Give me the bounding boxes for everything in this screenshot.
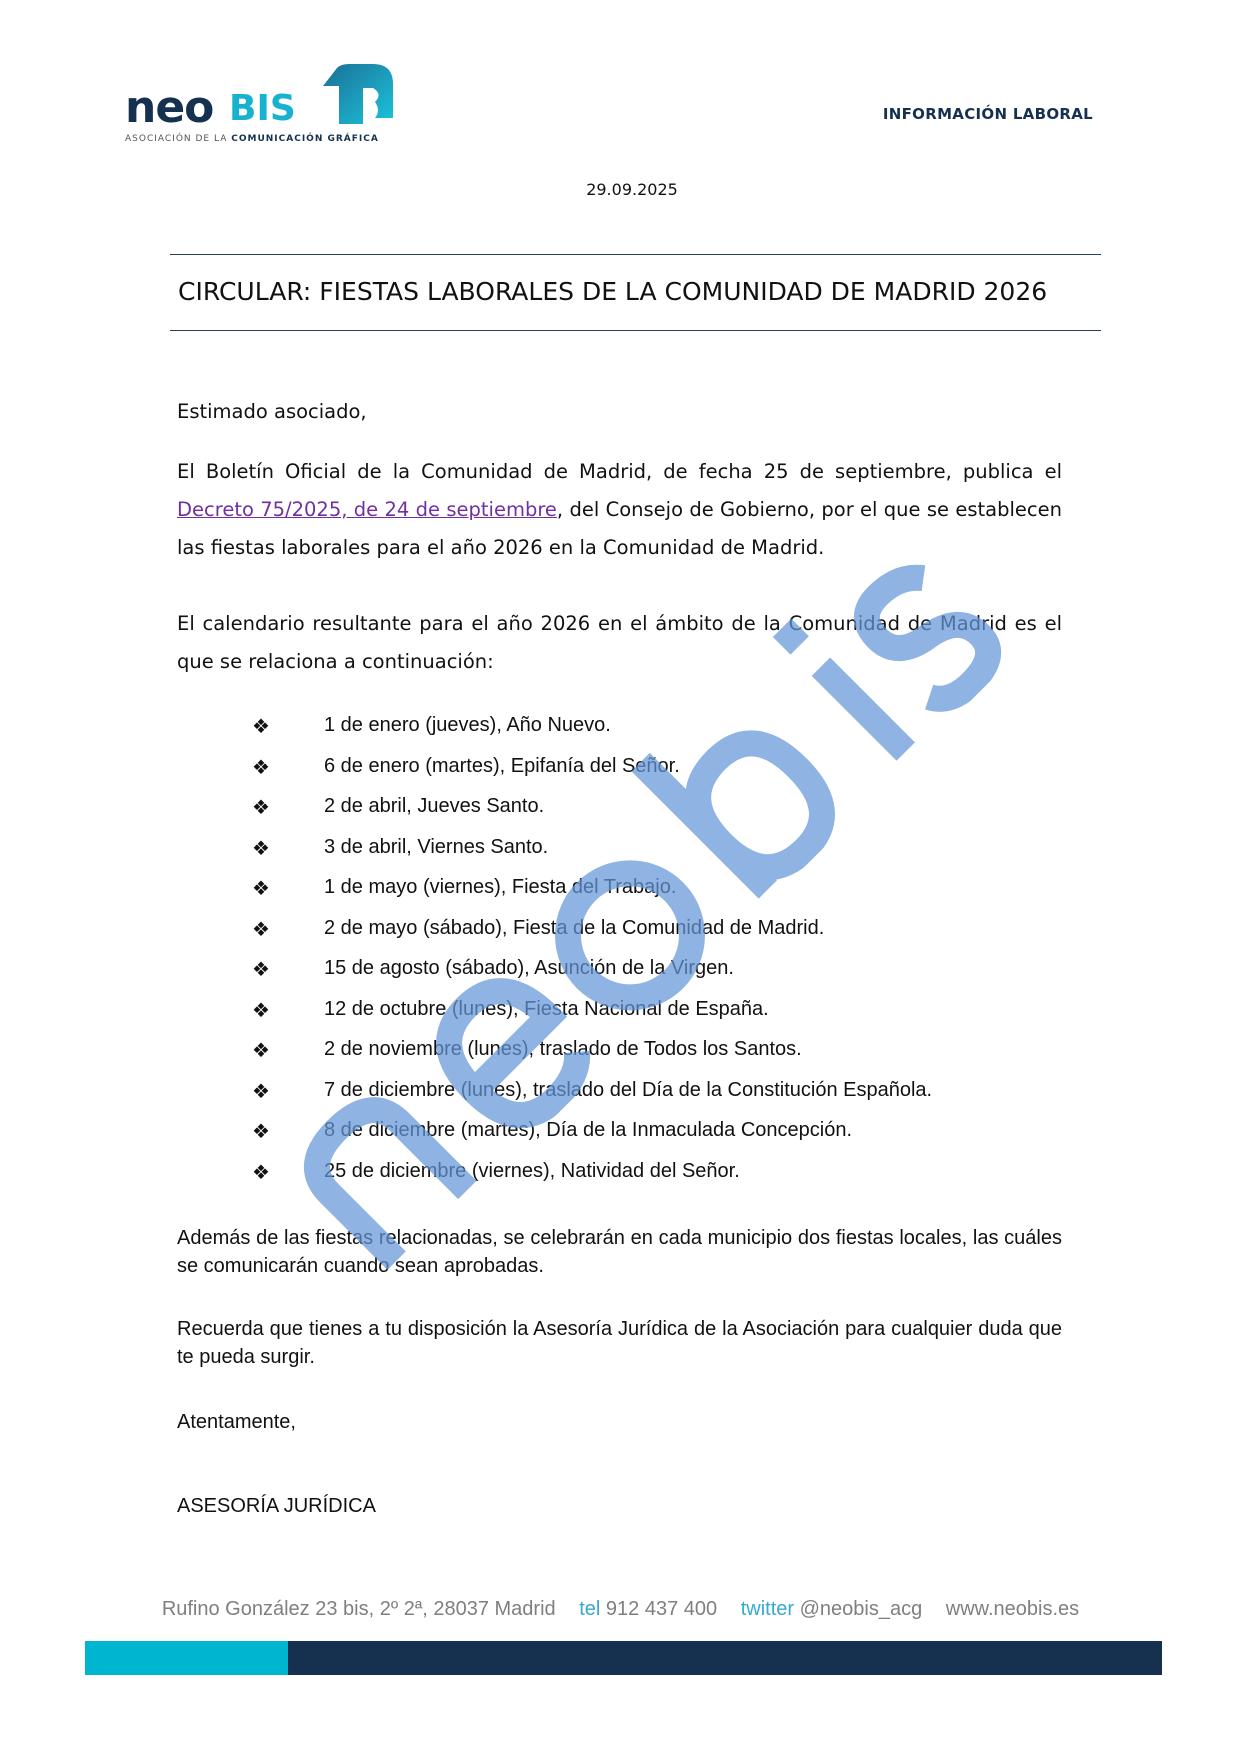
footer-contact [0,1598,1241,1621]
holiday-text: 12 de octubre (lunes), Fiesta Nacional de España. [324,997,769,1020]
holiday-text: 15 de agosto (sábado), Asunción de la Virgen. [324,957,734,979]
decree-link[interactable]: Decreto 75/2025, de 24 de septiembre [177,498,557,521]
logo-subtitle: ASOCIACIÓN DE LA COMUNICACIÓN GRÁFICA [125,134,379,144]
bullet-icon: ❖ [252,797,270,819]
paragraph-legal-advice: Recuerda que tienes a tu disposición la Asesoría Jurídica de la Asociación para cualquier duda que te pueda surgir. [177,1318,1062,1368]
document-date: 29.09.2025 [586,180,678,199]
paragraph-local-holidays: Además de las fiestas relacionadas, se celebrarán en cada municipio dos fiestas locales, las cuáles se comunicarán cuando sean aprobadas. [177,1227,1062,1277]
bullet-icon: ❖ [252,878,270,900]
closing: Atentamente, [177,1411,296,1433]
footer-twitter-label: twitter [740,1598,795,1620]
greeting: Estimado asociado, [177,400,367,423]
title-rule-top [170,254,1101,255]
bullet-icon: ❖ [252,837,270,860]
neobis-logo [125,62,395,147]
holiday-text: 2 de abril, Jueves Santo. [324,795,545,817]
bullet-icon: ❖ [252,716,270,738]
bullet-icon: ❖ [252,959,270,981]
holiday-text: 6 de enero (martes), Epifanía del Señor. [324,754,680,777]
logo-text-neo: neo [125,82,214,133]
signature: ASESORÍA JURÍDICA [177,1495,376,1517]
footer-website[interactable]: www.neobis.es [945,1598,1080,1620]
title-rule-bottom [170,330,1101,331]
page-title: CIRCULAR: FIESTAS LABORALES DE LA COMUNIDAD DE MADRID 2026 [178,277,1048,306]
footer-tel-label: tel [579,1598,601,1620]
section-label: INFORMACIÓN LABORAL [882,105,1093,123]
holiday-text: 25 de diciembre (viernes), Natividad del Señor. [324,1159,740,1182]
bullet-icon: ❖ [252,1080,270,1103]
holiday-text: 1 de mayo (viernes), Fiesta del Trabajo. [324,876,677,898]
logo-text-bis: BIS [229,88,296,129]
holiday-text: 7 de diciembre (lunes), traslado del Día de la Constitución Española. [324,1078,933,1101]
footer-twitter[interactable]: @neobis_acg [799,1598,923,1620]
paragraph-decree: El Boletín Oficial de la Comunidad de Madrid, de fecha 25 de septiembre, publica el Decreto 75/2025, de 24 de septiembre, del Consejo de Gobierno, por el que se establecen las fiestas laborales para el año 2026 en la Comunidad de Madrid. [177,460,1062,559]
holiday-text: 1 de enero (jueves), Año Nuevo. [324,714,611,736]
logo-b-mark-icon [323,64,393,126]
bullet-icon: ❖ [252,999,270,1022]
holiday-text: 8 de diciembre (martes), Día de la Inmaculada Concepción. [324,1119,853,1141]
watermark-letter-b [641,686,844,889]
bullet-icon: ❖ [252,1161,270,1184]
bullet-icon: ❖ [252,756,270,779]
bullet-icon: ❖ [252,918,270,941]
footer-tel: 912 437 400 [605,1598,718,1620]
footer-address: Rufino González 23 bis, 2º 2ª, 28037 Madrid [161,1598,556,1620]
footer-bar-cyan [85,1641,288,1675]
holiday-text: 2 de mayo (sábado), Fiesta de la Comunidad de Madrid. [324,916,825,939]
bullet-icon: ❖ [252,1040,270,1062]
paragraph-calendar: El calendario resultante para el año 2026 en el ámbito de la Comunidad de Madrid es el que se relaciona a continuación: [177,612,1062,673]
bullet-icon: ❖ [252,1121,270,1143]
holiday-text: 2 de noviembre (lunes), traslado de Todos los Santos. [324,1038,802,1060]
holiday-text: 3 de abril, Viernes Santo. [324,835,549,858]
